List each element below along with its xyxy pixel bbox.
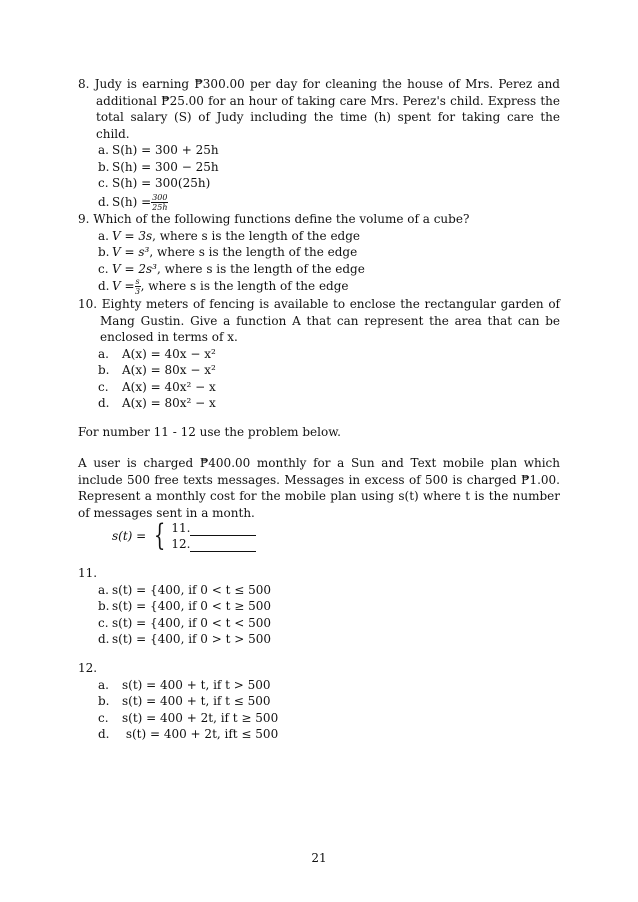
option-d: d. s(t) = {400, if 0 > t > 500	[98, 632, 272, 646]
option-a: a. s(t) = {400, if 0 < t ≤ 500	[98, 582, 272, 597]
option-c: c. s(t) = {400, if 0 < t < 500	[98, 615, 272, 630]
option-c: c. V = 2s³ , where s is the length of the edge	[98, 261, 365, 276]
piecewise-function	[112, 520, 256, 552]
option-b: b. S(h) = 300 − 25h	[98, 159, 219, 174]
question-9-options	[78, 228, 560, 296]
brace-symbol: {	[154, 518, 166, 553]
piecewise-line-11: 11.	[171, 521, 191, 535]
question-10-options	[78, 346, 560, 412]
problem-text: A user is charged ₱400.00 monthly for a Sun and Text mobile plan which include 500 free texts messages. Messages in excess of 500 is charged ₱1.00. Represent a monthly cost for the mobile plan using s(t) where t is the number of messages sent in a month.	[78, 456, 560, 520]
question-number: 10.	[78, 297, 98, 311]
option-c: c. A(x) = 40x² − x	[98, 379, 216, 394]
option-a: a. A(x) = 40x − x²	[98, 346, 216, 361]
question-9	[78, 211, 560, 295]
option-text: S(h) = 300(25h)	[112, 176, 211, 190]
question-number: 11.	[78, 566, 98, 580]
question-8-stem	[78, 76, 560, 142]
instruction-text: For number 11 - 12 use the problem below.	[78, 425, 341, 439]
option-b: b. s(t) = 400 + t, if t ≤ 500	[98, 694, 271, 708]
option-d: d. V = $\frac{s}{3}$ , where s is the length of the edge	[98, 276, 349, 296]
question-11-options	[78, 582, 560, 648]
option-a: a. V = 3s , where s is the length of the edge	[98, 228, 361, 243]
answer-blank	[190, 539, 256, 552]
question-number: 8.	[78, 77, 90, 91]
option-c: c. S(h) = 300(25h)	[98, 176, 211, 190]
question-10-stem	[78, 296, 560, 346]
page-number: 21	[311, 851, 327, 865]
option-b: b. A(x) = 80x − x²	[98, 363, 216, 377]
option-b: b. s(t) = {400, if 0 < t ≥ 500	[98, 599, 272, 613]
fraction: $\frac{300}{25h}$	[152, 193, 168, 212]
question-number: 12.	[78, 661, 98, 675]
option-text: S(h) = 300 + 25h	[112, 143, 219, 157]
option-b: b. V = s³ , where s is the length of the edge	[98, 245, 358, 259]
option-d: d. s(t) = 400 + 2t, ift ≤ 500	[98, 727, 279, 741]
option-text: S(h) = 300 − 25h	[112, 159, 219, 174]
question-12	[78, 660, 560, 743]
question-text: Which of the following functions define the volume of a cube?	[93, 212, 470, 226]
fraction: $\frac{s}{3}$	[135, 276, 141, 296]
question-8-options	[78, 142, 560, 214]
option-d: d. A(x) = 80x² − x	[98, 396, 216, 410]
question-text: Eighty meters of fencing is available to enclose the rectangular garden of Mang Gustin. Give a function A that can represent the area that can be enclosed in terms of x.	[100, 297, 560, 344]
question-9-stem	[78, 211, 560, 228]
answer-blank	[190, 523, 256, 536]
option-a: a. S(h) = 300 + 25h	[98, 143, 219, 157]
option-a: a. s(t) = 400 + t, if t > 500	[98, 677, 271, 692]
piecewise-line-12: 12.	[171, 537, 191, 551]
option-d: d. S(h) = $\frac{300}{25h}$	[98, 193, 168, 212]
question-8	[78, 76, 560, 214]
piecewise-lhs: s(t) =	[112, 529, 147, 543]
option-c: c. s(t) = 400 + 2t, if t ≥ 500	[98, 710, 279, 725]
question-12-options	[78, 677, 560, 743]
option-text: S(h) =	[112, 195, 152, 210]
question-10	[78, 296, 560, 412]
question-text: Judy is earning ₱300.00 per day for cleaning the house of Mrs. Perez and additional ₱25.00 for an hour of taking care Mrs. Perez's child. Express the total salary (S) of Judy including the time (h) spent for taking care the child.	[94, 77, 560, 141]
question-11	[78, 565, 560, 648]
question-number: 9.	[78, 212, 90, 226]
